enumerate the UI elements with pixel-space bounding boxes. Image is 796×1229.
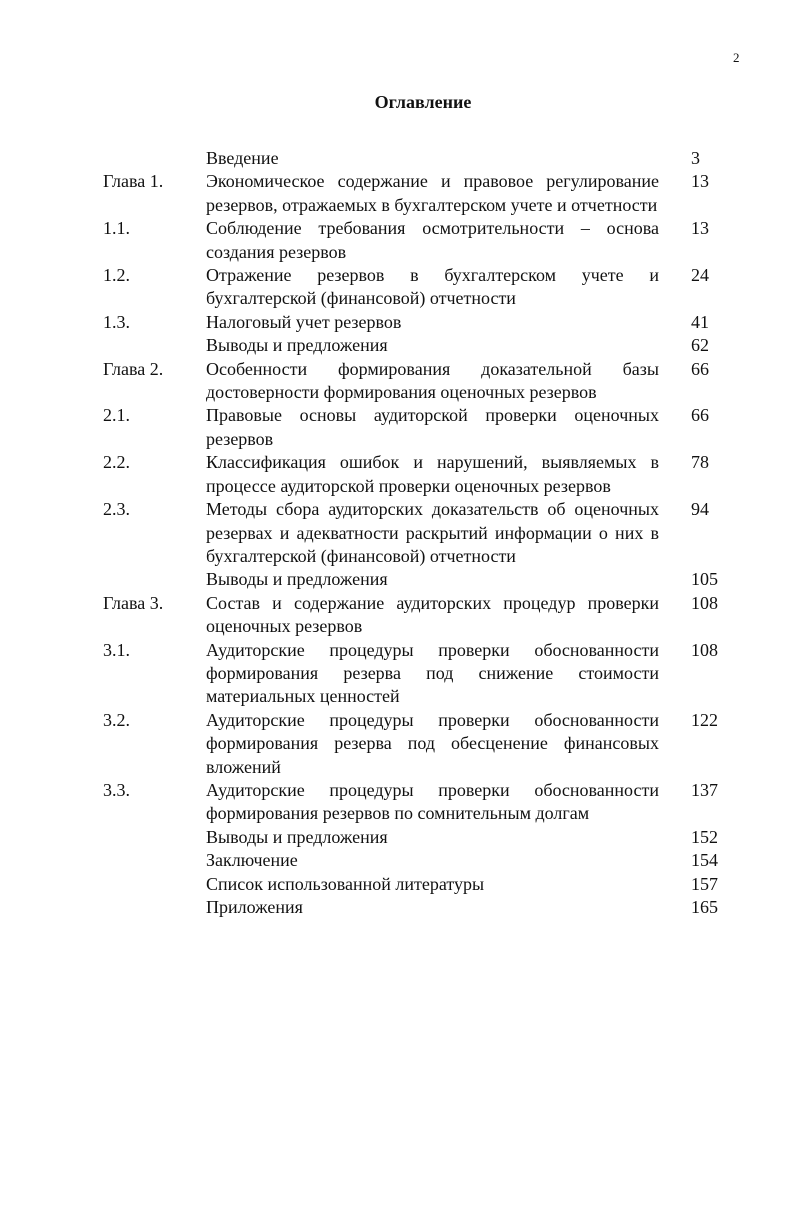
toc-entry-label xyxy=(103,849,206,872)
toc-entry-title: Правовые основы аудиторской проверки оценочных резервов xyxy=(206,405,659,449)
toc-entry-page: 122 xyxy=(691,709,718,730)
toc-entry xyxy=(103,826,723,849)
toc-entry-page: 66 xyxy=(691,358,709,379)
toc-entry-page: 165 xyxy=(691,897,718,917)
toc-entry-page: 105 xyxy=(691,569,718,590)
toc-entry xyxy=(103,217,723,264)
toc-entry-title: Приложения xyxy=(206,897,303,917)
toc-entry-page: 152 xyxy=(691,826,718,847)
toc-entry xyxy=(103,709,723,779)
toc-entry-label xyxy=(103,334,206,357)
toc-entry-page: 3 xyxy=(691,148,700,168)
toc-entry-title: Особенности формирования доказательной базы достоверности формирования оценочных резервов xyxy=(206,358,659,403)
toc-entry xyxy=(103,568,723,591)
toc-entry-title: Заключение xyxy=(206,850,298,871)
toc-entry-label xyxy=(103,568,206,591)
toc-entry-label: 1.2. xyxy=(103,265,130,286)
toc-entry xyxy=(103,639,723,709)
toc-entry-label xyxy=(103,826,206,849)
toc-entry-title: Аудиторские процедуры проверки обоснованности формирования резервов по сомнительным долгам xyxy=(206,779,659,824)
toc-entry-title: Выводы и предложения xyxy=(206,569,388,590)
toc-entry-title: Выводы и предложения xyxy=(206,335,388,356)
toc-entry xyxy=(103,498,723,568)
toc-entry-page: 157 xyxy=(691,873,718,894)
toc-entry xyxy=(103,896,723,919)
toc-entry-label xyxy=(103,147,206,170)
toc-entry-label: 1.3. xyxy=(103,311,130,332)
toc-entry xyxy=(103,147,723,170)
toc-entry-page: 154 xyxy=(691,850,718,871)
toc-entry xyxy=(103,311,723,334)
toc-entry-label: 2.2. xyxy=(103,452,130,473)
toc-entry-label: 3.3. xyxy=(103,779,130,800)
toc-entry-page: 62 xyxy=(691,335,709,356)
toc-entry-page: 94 xyxy=(691,499,709,520)
toc-entry-label xyxy=(103,896,206,919)
toc-entry-title: Аудиторские процедуры проверки обоснованности формирования резерва под снижение стоимости материальных ценностей xyxy=(206,639,659,707)
toc-entry-title: Список использованной литературы xyxy=(206,873,485,894)
toc-entry xyxy=(103,334,723,357)
toc-entry-label: 3.1. xyxy=(103,639,130,660)
toc-entry-label: Глава 1. xyxy=(103,171,164,192)
toc-entry-label: 2.3. xyxy=(103,499,130,520)
toc-entry-page: 13 xyxy=(691,218,709,239)
toc-entry-title: Налоговый учет резервов xyxy=(206,311,402,332)
toc-entry-label: 3.2. xyxy=(103,709,130,730)
page-number: 2 xyxy=(733,50,740,65)
toc-entry-label: 2.1. xyxy=(103,405,130,426)
page-title: Оглавление xyxy=(374,92,472,112)
toc-entry-page: 108 xyxy=(691,592,718,613)
toc-entry-title: Выводы и предложения xyxy=(206,826,388,847)
toc-entry xyxy=(103,592,723,639)
toc-entry-label: 1.1. xyxy=(103,218,130,239)
toc-entry xyxy=(103,849,723,872)
toc-entry-page: 13 xyxy=(691,171,709,192)
toc-entry xyxy=(103,451,723,498)
toc-entry-page: 24 xyxy=(691,265,709,286)
toc-entry-title: Аудиторские процедуры проверки обоснованности формирования резерва под обесценение финансовых вложений xyxy=(206,709,659,777)
toc-entry-page: 108 xyxy=(691,639,718,660)
toc-entry-title: Экономическое содержание и правовое регулирование резервов, отражаемых в бухгалтерском учете и отчетности xyxy=(206,171,659,215)
toc-entry-page: 78 xyxy=(691,452,709,473)
toc-entry xyxy=(103,170,723,217)
toc-entry xyxy=(103,264,723,311)
toc-entry-label: Глава 2. xyxy=(103,358,164,379)
toc-entry-label xyxy=(103,873,206,896)
toc-entry-page: 137 xyxy=(691,779,718,800)
toc-entry-title: Соблюдение требования осмотрительности – основа создания резервов xyxy=(206,218,659,262)
toc-entry-page: 41 xyxy=(691,311,709,332)
toc-entry-title: Отражение резервов в бухгалтерском учете и бухгалтерской (финансовой) отчетности xyxy=(206,265,659,309)
toc-entry xyxy=(103,873,723,896)
toc-entry-title: Классификация ошибок и нарушений, выявляемых в процессе аудиторской проверки оценочных резервов xyxy=(206,452,659,496)
toc-entry xyxy=(103,779,723,826)
toc-entry xyxy=(103,358,723,405)
toc-entry xyxy=(103,404,723,451)
toc-entry-label: Глава 3. xyxy=(103,592,164,613)
toc-entry-page: 66 xyxy=(691,405,709,426)
toc-entry-title: Состав и содержание аудиторских процедур проверки оценочных резервов xyxy=(206,592,659,637)
toc-entry-title: Введение xyxy=(206,148,279,168)
table-of-contents xyxy=(103,147,723,919)
toc-entry-title: Методы сбора аудиторских доказательств об оценочных резервах и адекватности раскрытий информации о них в бухгалтерской (финансовой) отчетности xyxy=(206,499,659,566)
